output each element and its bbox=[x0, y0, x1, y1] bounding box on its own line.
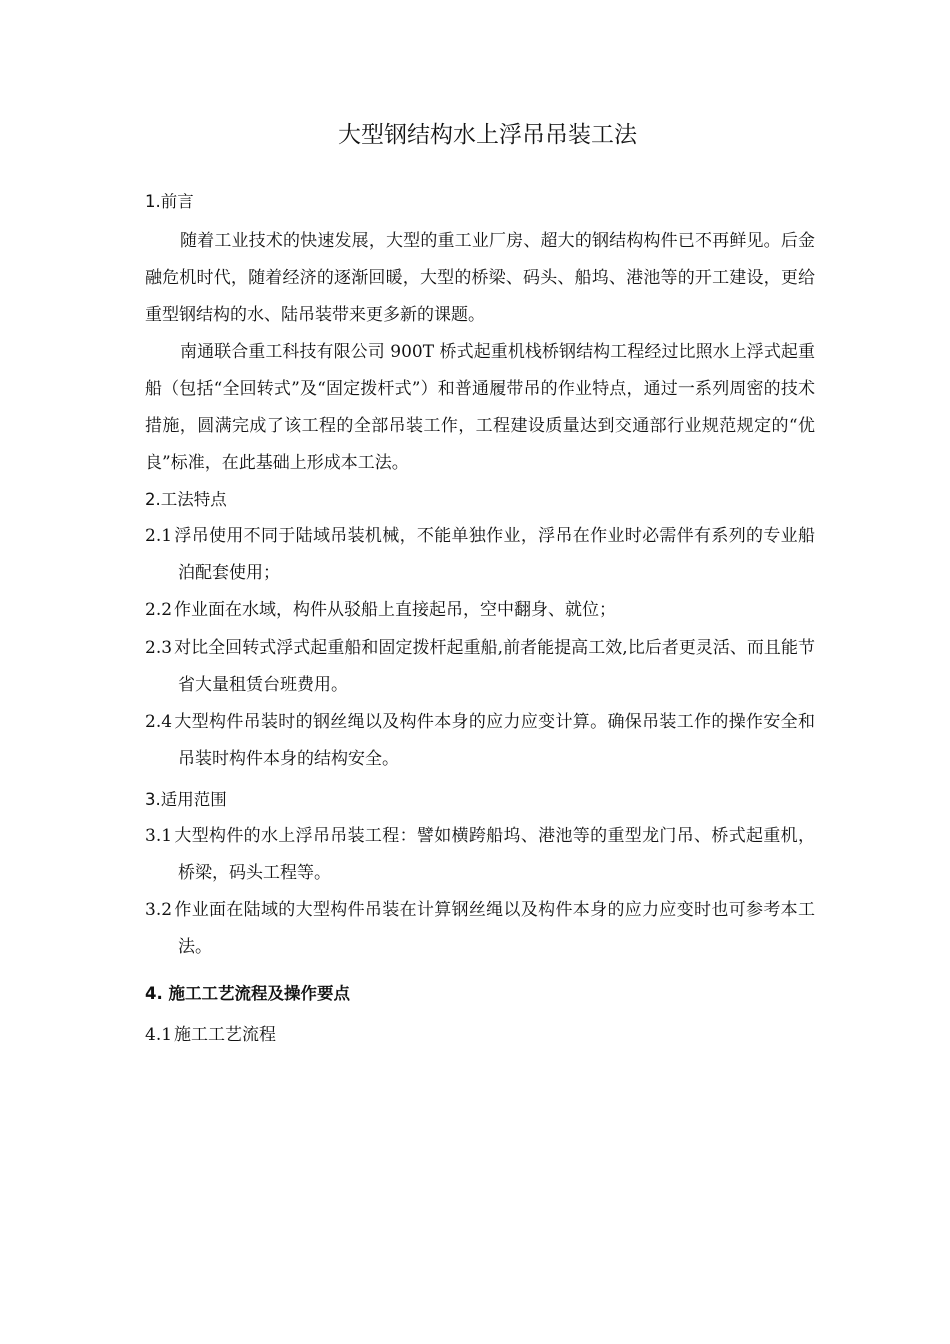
item-number: 3.1 bbox=[145, 826, 173, 846]
item-text: 作业面在水域，构件从驳船上直接起吊，空中翻身、就位； bbox=[174, 600, 617, 620]
item-text: 对比全回转式浮式起重船和固定拨杆起重船,前者能提高工效,比后者更灵活、而且能节省大量租赁台班费用。 bbox=[174, 638, 815, 695]
feature-item-2-3 bbox=[145, 630, 815, 704]
document-title: 大型钢结构水上浮吊吊装工法 bbox=[338, 122, 637, 148]
section-heading-process: 4. 施工工艺流程及操作要点 bbox=[145, 984, 350, 1003]
item-text: 大型构件的水上浮吊吊装工程：譬如横跨船坞、港池等的重型龙门吊、桥式起重机，桥梁，码头工程等。 bbox=[174, 826, 815, 883]
item-number: 2.1 bbox=[145, 526, 173, 546]
feature-item-2-1 bbox=[145, 518, 815, 592]
item-text: 施工工艺流程 bbox=[174, 1025, 277, 1045]
section-heading-features: 2.工法特点 bbox=[145, 490, 227, 509]
feature-item-2-4 bbox=[145, 704, 815, 778]
feature-item-2-2 bbox=[145, 592, 815, 629]
preface-paragraph-2: 南通联合重工科技有限公司 900T 桥式起重机栈桥钢结构工程经过比照水上浮式起重船（包括“全回转式”及“固定拨杆式”）和普通履带吊的作业特点，通过一系列周密的技术措施，圆满完成了该工程的全部吊装工作，工程建设质量达到交通部行业规范规定的“优良”标准，在此基础上形成本工法。 bbox=[145, 342, 815, 473]
item-number: 2.3 bbox=[145, 638, 173, 658]
scope-item-3-2 bbox=[145, 892, 815, 966]
item-text: 作业面在陆域的大型构件吊装在计算钢丝绳以及构件本身的应力应变时也可参考本工法。 bbox=[174, 900, 815, 957]
subsection-4-1 bbox=[145, 1020, 276, 1050]
item-text: 浮吊使用不同于陆域吊装机械，不能单独作业，浮吊在作业时必需伴有系列的专业船泊配套使用； bbox=[174, 526, 815, 583]
item-number: 4.1 bbox=[145, 1025, 173, 1045]
preface-paragraph-1: 随着工业技术的快速发展，大型的重工业厂房、超大的钢结构构件已不再鲜见。后金融危机时代，随着经济的逐渐回暖，大型的桥梁、码头、船坞、港池等的开工建设，更给重型钢结构的水、陆吊装带来更多新的课题。 bbox=[145, 231, 815, 325]
scope-item-3-1 bbox=[145, 818, 815, 892]
section-heading-preface: 1.前言 bbox=[145, 192, 194, 211]
item-number: 3.2 bbox=[145, 900, 173, 920]
item-text: 大型构件吊装时的钢丝绳以及构件本身的应力应变计算。确保吊装工作的操作安全和吊装时构件本身的结构安全。 bbox=[174, 712, 815, 769]
item-number: 2.4 bbox=[145, 712, 173, 732]
section-heading-scope: 3.适用范围 bbox=[145, 790, 227, 809]
item-number: 2.2 bbox=[145, 600, 173, 620]
